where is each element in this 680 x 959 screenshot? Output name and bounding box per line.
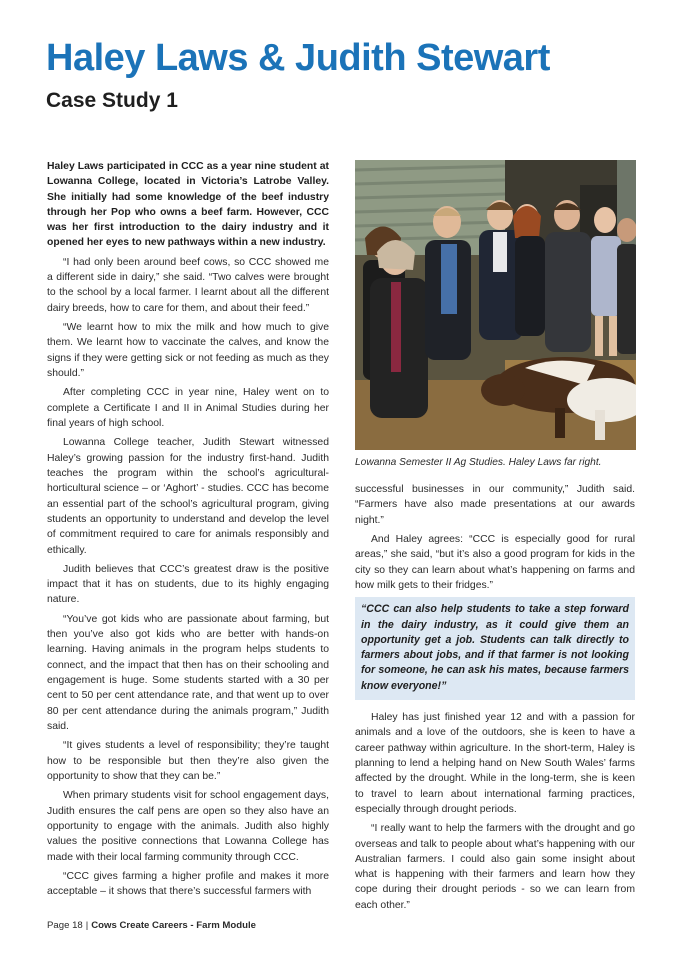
body-paragraph: successful businesses in our community,” Judith said. “Farmers have also made presentations at our awards night.” [355, 484, 635, 526]
body-paragraph: “CCC gives farming a higher profile and makes it more acceptable – it shows that there’s successful farmers with [47, 870, 329, 898]
body-paragraph: And Haley agrees: “CCC is especially good for rural areas,” she said, “but it’s also a good program for kids in the city so they can learn about what’s happening on farms and how milk gets to their fridges.” [355, 533, 635, 591]
body-paragraph: “You’ve got kids who are passionate about farming, but then you’ve also got kids who are better with hands-on learning. Having animals in the program helps students to connect, and the impact that then has on their schooling and engagement is huge. Some students started with a 30 per cent to 50 per cent attendance rate, and that went up to over 80 per cent attendance during the animals program,” Judith said. [47, 613, 329, 732]
body-paragraph: Lowanna College teacher, Judith Stewart witnessed Haley’s growing passion for the industry first-hand. Judith teaches the program within the school’s agricultural-horticultural science – or ‘Aghort’ - studies. CCC has become an essential part of the school’s agricultural program, giving students an opportunity to understand and develop the level of commitment required to care for animals responsibly and ethically. [47, 437, 329, 556]
group-photo-illustration [355, 160, 636, 450]
article-right-column [355, 482, 635, 917]
body-paragraph: Judith believes that CCC’s greatest draw is the positive impact that it has on students, due to its highly engaging nature. [47, 563, 329, 606]
lead-paragraph: Haley Laws participated in CCC as a year nine student at Lowanna College, located in Victoria’s Latrobe Valley. She initially had some knowledge of the beef industry through her Pop who owns a beef farm. However, CCC was her first introduction to the dairy industry and it opened her eyes to new pathways within a new industry. [47, 161, 329, 249]
body-paragraph: “We learnt how to mix the milk and how much to give them. We learnt how to vaccinate the calves, and know the signs if they were getting sick or not feeding as much as they should.” [47, 322, 329, 380]
group-photo [355, 160, 636, 450]
body-paragraph: When primary students visit for school engagement days, Judith ensures the calf pens are open so they also have an opportunity to engage with the animals. Judith also highly values the positive connections that Lowanna College has made with their local farming community through CCC. [47, 790, 329, 863]
page-number: Page 18 [47, 920, 83, 931]
body-paragraph: After completing CCC in year nine, Haley went on to complete a Certificate I and II in Animal Studies during her final years of high school. [47, 387, 329, 430]
body-paragraph: Haley has just finished year 12 and with a passion for animals and a love of the outdoors, she is keen to have a career pathway within agriculture. In the short-term, Haley is planning to lend a helping hand on New South Wales’ farms affected by the drought. While in the long-term, she is keen to travel to learn about international farming practices, especially through drought periods. [355, 712, 635, 815]
page-footer [47, 920, 256, 932]
footer-separator: | [85, 920, 89, 931]
pull-quote: “CCC can also help students to take a step forward in the dairy industry, as it could give them an opportunity get a job. Students can talk directly to farmers about jobs, and if that farmer is not looking for someone, he can ask his mates, because farmers know everyone!” [355, 597, 635, 700]
page-title: Haley Laws & Judith Stewart [46, 37, 550, 79]
article-left-column [47, 159, 329, 904]
publication-name: Cows Create Careers - Farm Module [91, 920, 256, 931]
body-paragraph: “I really want to help the farmers with the drought and go overseas and talk to people about what’s happening with our Australian farmers. I could also gain some insight about what is happening with their farmers and learn how they cope during their drought periods - so we can learn from each other.” [355, 823, 635, 911]
body-paragraph: “It gives students a level of responsibility; they’re taught how to be responsible but then they’re also given the opportunity to show that they can be.” [47, 740, 329, 782]
photo-caption: Lowanna Semester II Ag Studies. Haley Laws far right. [355, 457, 602, 468]
body-paragraph: “I had only been around beef cows, so CCC showed me a different side in dairy,” she said. “Two calves were brought to the school by a local farmer. I learnt about all the different dairy breeds, how to care for them, and about their feed.” [47, 256, 329, 314]
page-subtitle: Case Study 1 [46, 89, 178, 112]
